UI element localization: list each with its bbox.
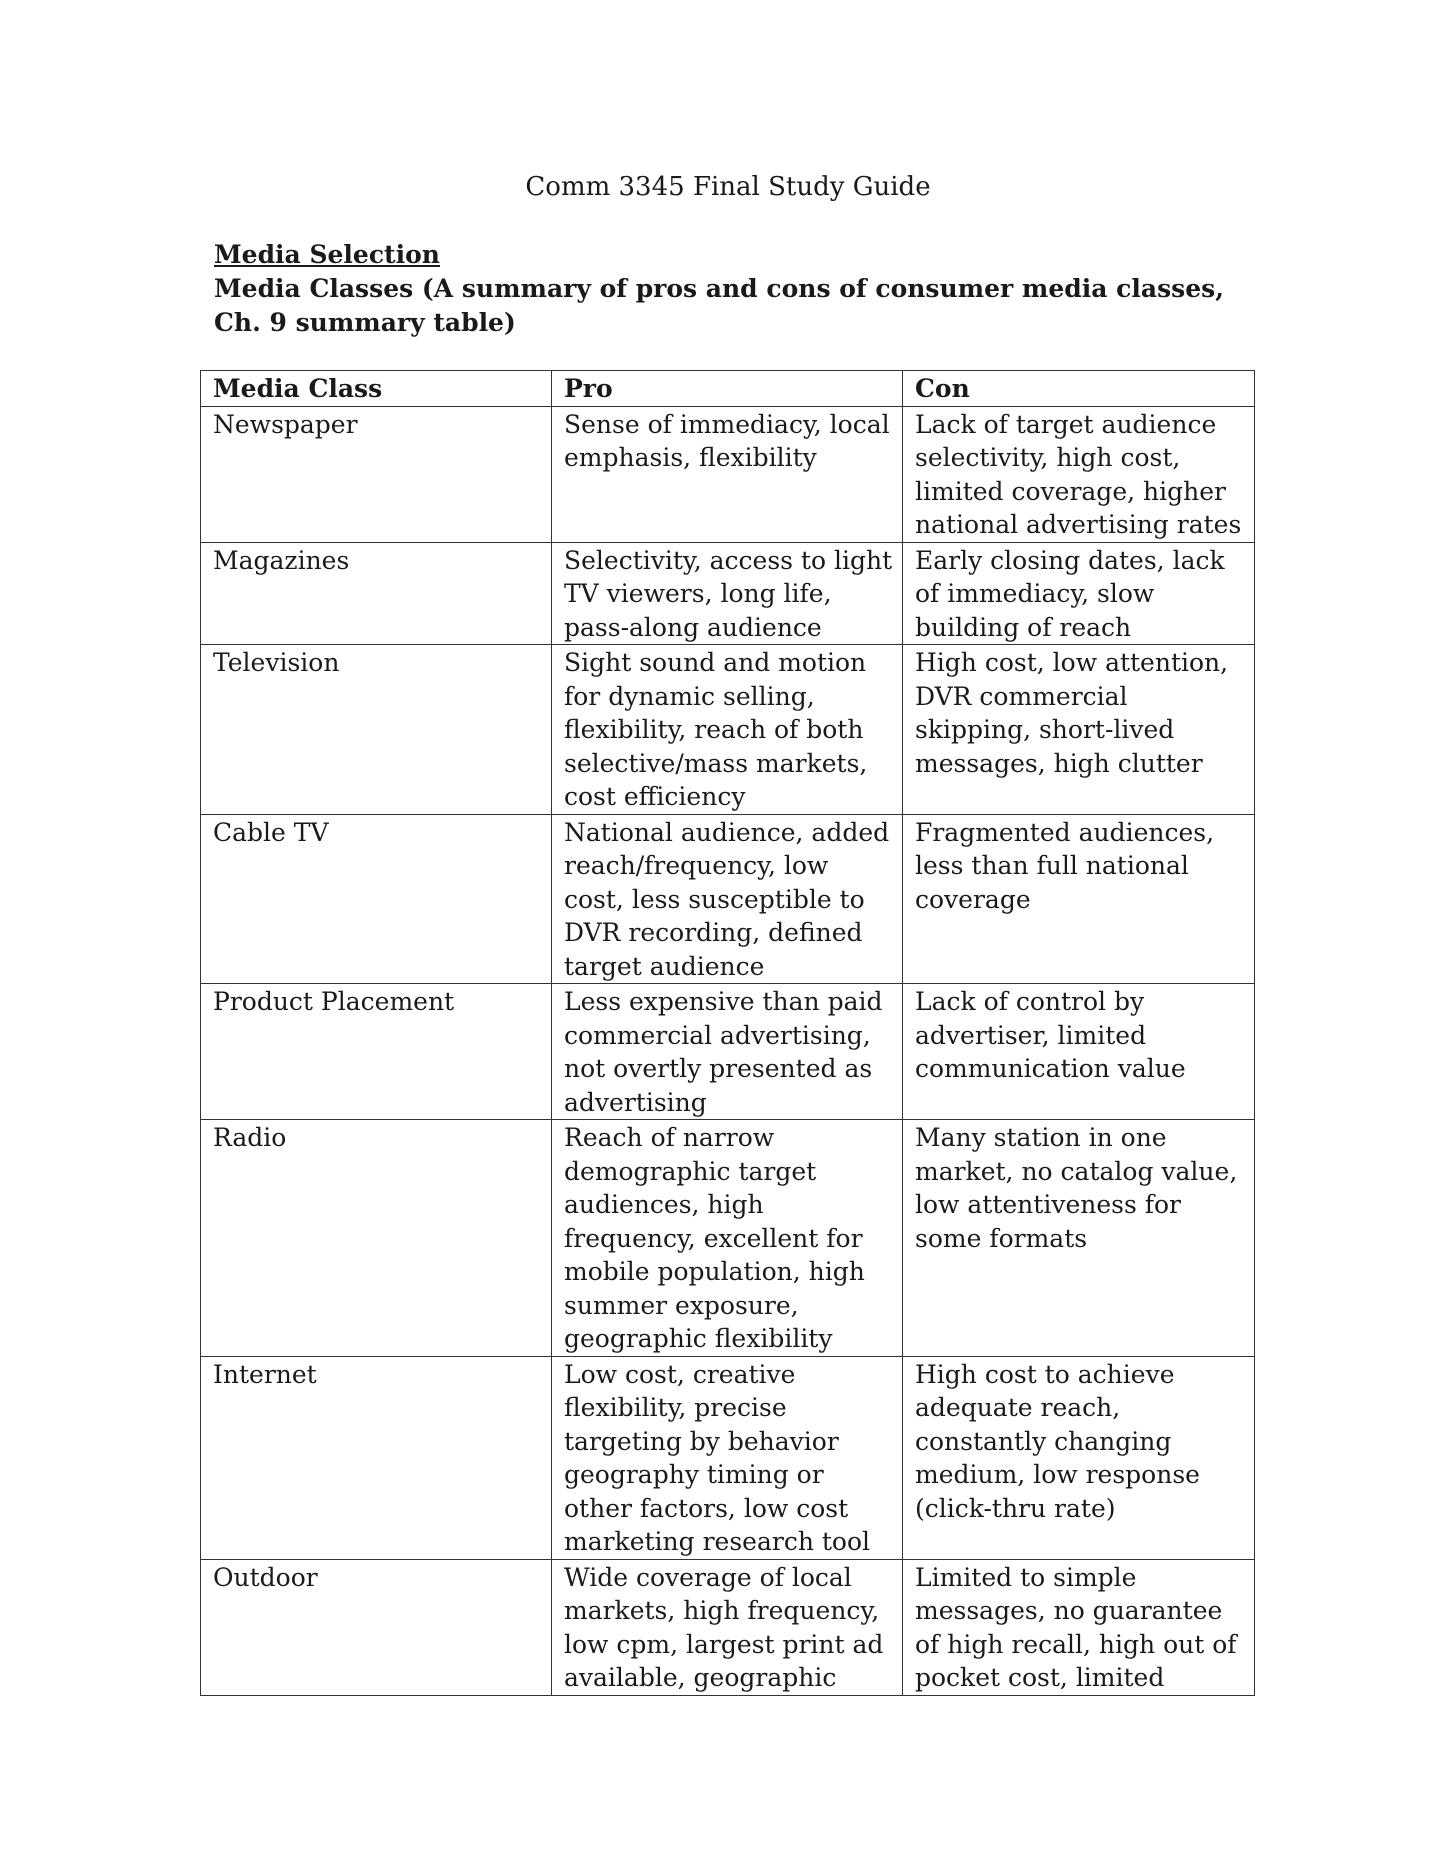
cell-media-class: Newspaper <box>201 406 552 542</box>
cell-media-class: Magazines <box>201 542 552 645</box>
cell-pro: National audience, added reach/frequency, low cost, less susceptible to DVR recording, defined target audience <box>552 814 903 984</box>
table-row <box>201 645 1255 815</box>
cell-con: Lack of control by advertiser, limited communication value <box>903 984 1255 1120</box>
cell-pro: Sense of immediacy, local emphasis, flexibility <box>552 406 903 542</box>
cell-media-class: Radio <box>201 1120 552 1357</box>
cell-con: Many station in one market, no catalog value, low attentiveness for some formats <box>903 1120 1255 1357</box>
section-subheading: Media Classes (A summary of pros and cons of consumer media classes, Ch. 9 summary table) <box>214 274 1224 337</box>
cell-media-class: Internet <box>201 1356 552 1559</box>
cell-media-class: Outdoor <box>201 1559 552 1695</box>
cell-con: Early closing dates, lack of immediacy, slow building of reach <box>903 542 1255 645</box>
cell-pro: Less expensive than paid commercial advertising, not overtly presented as advertising <box>552 984 903 1120</box>
table-row <box>201 984 1255 1120</box>
cell-pro: Low cost, creative flexibility, precise targeting by behavior geography timing or other factors, low cost marketing research tool <box>552 1356 903 1559</box>
table-row <box>201 406 1255 542</box>
table-row <box>201 542 1255 645</box>
cell-media-class: Cable TV <box>201 814 552 984</box>
page-title: Comm 3345 Final Study Guide <box>525 172 931 202</box>
cell-media-class: Television <box>201 645 552 815</box>
section-heading: Media Selection <box>214 240 440 269</box>
table-row <box>201 1559 1255 1695</box>
column-header-media-class: Media Class <box>201 371 552 407</box>
table-row <box>201 814 1255 984</box>
cell-con: Limited to simple messages, no guarantee of high recall, high out of pocket cost, limited <box>903 1559 1255 1695</box>
column-header-con: Con <box>903 371 1255 407</box>
cell-pro: Sight sound and motion for dynamic selling, flexibility, reach of both selective/mass markets, cost efficiency <box>552 645 903 815</box>
media-classes-table <box>200 370 1255 1696</box>
column-header-pro: Pro <box>552 371 903 407</box>
cell-pro: Wide coverage of local markets, high frequency, low cpm, largest print ad available, geographic <box>552 1559 903 1695</box>
table-header-row <box>201 371 1255 407</box>
cell-media-class: Product Placement <box>201 984 552 1120</box>
table-row <box>201 1356 1255 1559</box>
cell-con: High cost, low attention, DVR commercial skipping, short-lived messages, high clutter <box>903 645 1255 815</box>
cell-con: High cost to achieve adequate reach, constantly changing medium, low response (click-thru rate) <box>903 1356 1255 1559</box>
cell-pro: Selectivity, access to light TV viewers, long life, pass-along audience <box>552 542 903 645</box>
cell-pro: Reach of narrow demographic target audiences, high frequency, excellent for mobile population, high summer exposure, geographic flexibility <box>552 1120 903 1357</box>
cell-con: Lack of target audience selectivity, high cost, limited coverage, higher national advertising rates <box>903 406 1255 542</box>
cell-con: Fragmented audiences, less than full national coverage <box>903 814 1255 984</box>
table-row <box>201 1120 1255 1357</box>
